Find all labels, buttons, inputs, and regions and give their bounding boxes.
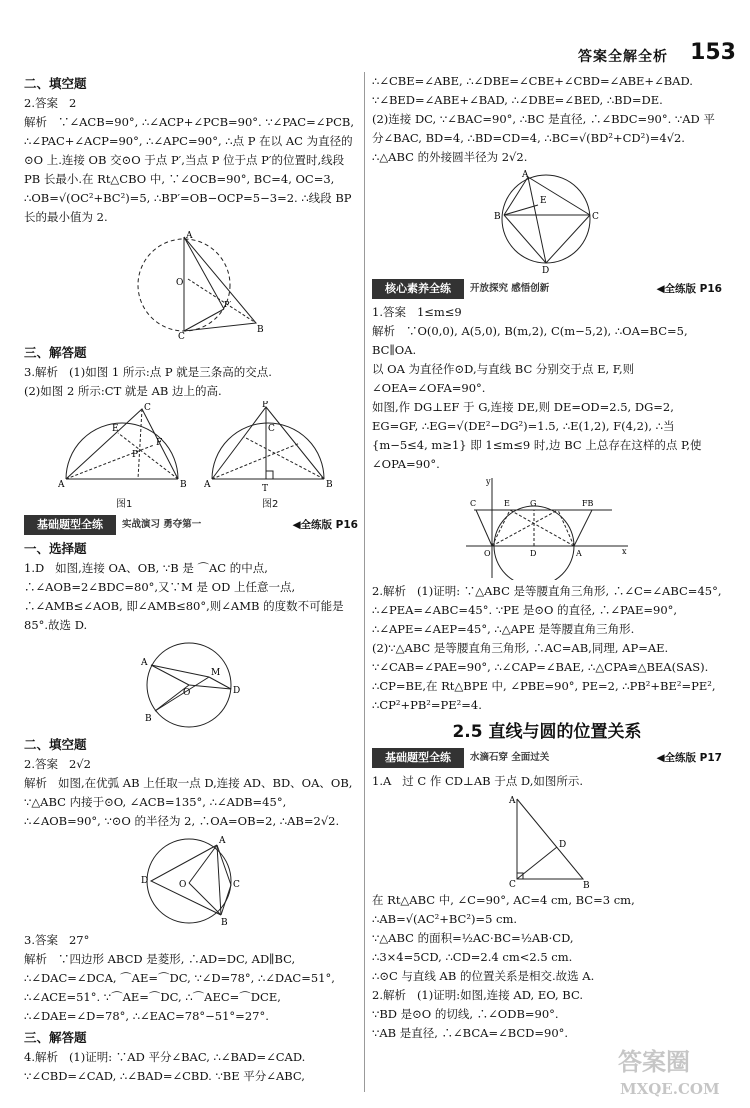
svg-text:D: D (542, 266, 550, 273)
watermark-logo (610, 1040, 740, 1100)
explanation-text: 解析 如图,在优弧 AB 上任取一点 D,连接 AD、BD、OA、OB, ∵△ABC 内接于⊙O, ∠ACB=135°, ∴∠ADB=45°, ∴∠AOB=90°, ∵⊙O 的半径为 2, ∴OA=OB=2, ∴AB=2√2. (24, 776, 357, 828)
svg-text:B: B (326, 480, 333, 490)
answer-line: 1.答案 1≤m≤9 (372, 305, 462, 319)
explanation-text: 解析 ∵四边形 ABCD 是菱形, ∴AD=DC, AD∥BC, ∴∠DAC=∠DCA, ⌒AE=⌒DC, ∵∠D=78°, ∴∠DAC=51°, ∴∠ACE=51°. ∵⌒AE=⌒DC, ∴⌒AEC=⌒DCE, ∴∠DAE=∠D=78°, ∴∠EAC=78°−51°=27°. (24, 952, 339, 1023)
svg-text:A: A (141, 658, 148, 668)
explanation-text: 如图,作 DG⊥EF 于 G,连接 DE,则 DE=OD=2.5, DG=2, EG=GF, ∴EG=√(DE²−DG²)=1.5, ∴E(1,2), F(4,2), ∴当 {m−5≤4, m≥1} 即 1≤m≤9 时,边 BC 上总存在这样的点 P,使∠OPA=90°. (372, 400, 702, 471)
figure-2-caption: 图2 (262, 499, 279, 510)
svg-text:C: C (592, 212, 599, 222)
answer-line: 2.答案 2√2 (24, 757, 91, 771)
svg-text:B: B (494, 212, 501, 222)
circle-figure-inscribed (131, 833, 251, 929)
header-title: 答案全解全析 (578, 49, 668, 65)
explanation-text: 3.解析 (1)如图 1 所示:点 P 就是三条高的交点. (24, 365, 272, 379)
svg-text:D: D (559, 840, 567, 850)
coordinate-figure (462, 476, 632, 580)
svg-text:C: C (470, 499, 477, 508)
explanation-text: (2)如图 2 所示:CT 就是 AB 边上的高. (24, 384, 222, 398)
svg-text:P: P (132, 450, 139, 460)
figure-pair (24, 401, 358, 509)
svg-text:A: A (576, 549, 582, 558)
svg-text:D: D (530, 549, 537, 558)
circle-figure-abcd (131, 637, 251, 733)
svg-text:B: B (583, 881, 590, 889)
banner-ref: ◀全练版 P17 (656, 752, 722, 764)
explanation-text: 在 Rt△ABC 中, ∠C=90°, AC=4 cm, BC=3 cm, ∴AB=√(AC²+BC²)=5 cm. (372, 893, 639, 926)
explanation-text: 4.解析 (1)证明: ∵AD 平分∠BAC, ∴∠BAD=∠CAD. ∵∠CBD=∠CAD, ∴∠BAD=∠CBD. ∵BE 平分∠ABC, (24, 1050, 309, 1083)
chapter-title: 2.5 直线与圆的位置关系 (452, 722, 642, 742)
watermark-text: 答案圈 (618, 1047, 690, 1076)
circle-figure-abc (116, 229, 266, 341)
explanation-text: (2)连接 DC, ∵∠BAC=90°, ∴BC 是直径, ∴∠BDC=90°. ∵AD 平分∠BAC, BD=4, ∴BD=CD=4, ∴BC=√(BD²+CD²)=4√2. ∴△ABC 的外接圆半径为 2√2. (372, 112, 715, 164)
section-banner (372, 279, 722, 299)
explanation-text: 2.解析 (1)证明:如图,连接 AD, EO, BC. (372, 988, 584, 1002)
right-column (372, 72, 726, 1043)
svg-text:FB: FB (582, 499, 594, 508)
right-triangle-figure (497, 793, 597, 889)
svg-text:x: x (622, 547, 627, 556)
semicircle-figure-1 (58, 401, 188, 497)
semicircle-figure-2 (204, 401, 334, 497)
svg-text:A: A (204, 480, 211, 490)
svg-text:P: P (262, 401, 269, 410)
svg-text:B: B (145, 714, 152, 724)
svg-text:B: B (180, 480, 187, 490)
svg-text:M: M (211, 668, 221, 678)
column-divider (364, 72, 365, 1092)
banner-label: 核心素养全练 (372, 279, 464, 299)
svg-text:A: A (58, 480, 65, 490)
explanation-text: (2)∵△ABC 是等腰直角三角形, ∴AC=AB,同理, AP=AE. ∵∠CAB=∠PAE=90°, ∴∠CAP=∠BAE, ∴△CPA≌△BEA(SAS). ∴CP=BE,在 Rt△BPE 中, ∠PBE=90°, PE=2, ∴PB²+BE²=PE², ∴CP²+PB²=PE²=4. (372, 641, 720, 712)
figure-1-caption: 图1 (116, 499, 133, 510)
banner-slogan: 水滴石穿 全面过关 (470, 752, 550, 763)
explanation-text: 1.D 如图,连接 OA、OB, ∵B 是 ⌒AC 的中点, ∴∠AOB=2∠BDC=80°,又∵M 是 OD 上任意一点, ∴∠AMB≤∠AOB, 即∠AMB≤80°,则∠AMB 的度数不可能是 85°.故选 D. (24, 561, 348, 632)
svg-text:O: O (183, 688, 191, 698)
svg-text:C: C (509, 880, 516, 889)
svg-text:P′: P′ (224, 300, 232, 309)
svg-text:O: O (176, 278, 184, 288)
svg-text:C: C (233, 880, 240, 890)
svg-text:A: A (186, 231, 193, 241)
banner-label: 基础题型全练 (24, 515, 116, 535)
svg-text:A: A (522, 170, 529, 180)
section-banner (372, 748, 722, 768)
answer-line: 1.A 过 C 作 CD⊥AB 于点 D,如图所示. (372, 774, 584, 788)
svg-text:C: C (268, 424, 275, 434)
circle-figure-bced (482, 169, 612, 273)
svg-text:O: O (179, 880, 187, 890)
explanation-text: ∵BD 是⊙O 的切线, ∴∠ODB=90°. (372, 1007, 559, 1021)
banner-ref: ◀全练版 P16 (656, 283, 722, 295)
section-banner (24, 515, 358, 535)
svg-text:T: T (262, 484, 269, 494)
explanation-text: 解析 ∵O(0,0), A(5,0), B(m,2), C(m−5,2), ∴OA=BC=5, BC∥OA. (372, 324, 692, 357)
svg-text:y: y (486, 477, 491, 486)
svg-text:D: D (141, 876, 149, 886)
svg-text:E: E (112, 424, 119, 434)
explanation-text: ∵AB 是直径, ∴∠BCA=∠BCD=90°. (372, 1026, 569, 1040)
section-heading: 一、选择题 (24, 541, 87, 556)
explanation-text: 以 OA 为直径作⊙D,与直线 BC 分别交于点 E, F,则∠OEA=∠OFA=90°. (372, 362, 635, 395)
explanation-text: 2.解析 (1)证明: ∵△ABC 是等腰直角三角形, ∴∠C=∠ABC=45°, ∴∠PEA=∠ABC=45°. ∵PE 是⊙O 的直径, ∴∠PAE=90°, ∴∠APE=∠AEP=45°, ∴△APE 是等腰直角三角形. (372, 584, 726, 636)
svg-text:E: E (540, 196, 547, 206)
svg-text:A: A (509, 796, 516, 806)
explanation-text: ∵△ABC 的面积=½AC·BC=½AB·CD, (372, 931, 574, 945)
page-number: 153 (690, 40, 736, 65)
section-heading: 三、解答题 (24, 345, 87, 360)
explanation-text: ∴3×4=5CD, ∴CD=2.4 cm<2.5 cm. (372, 950, 573, 964)
section-heading: 二、填空题 (24, 737, 87, 752)
svg-text:A: A (219, 836, 226, 846)
banner-ref: ◀全练版 P16 (292, 519, 358, 531)
svg-text:F: F (156, 438, 163, 448)
answer-line: 2.答案 2 (24, 96, 77, 110)
explanation-text: ∴∠CBE=∠ABE, ∴∠DBE=∠CBE+∠CBD=∠ABE+∠BAD. ∵∠BED=∠ABE+∠BAD, ∴∠DBE=∠BED, ∴BD=DE. (372, 74, 697, 107)
section-heading: 二、填空题 (24, 76, 87, 91)
explanation-text: 解析 ∵∠ACB=90°, ∴∠ACP+∠PCB=90°. ∵∠PAC=∠PCB, ∴∠PAC+∠ACP=90°, ∴∠APC=90°, ∴点 P 在以 AC 为直径的⊙O 上.连接 OB 交⊙O 于点 P′,当点 P 位于点 P′的位置时,线段 PB 长最小.在 Rt△CBO 中, ∵∠OCB=90°, BC=4, OC=3, ∴OB=√(OC²+BC²)=5, ∴BP′=OB−OCP=5−3=2. ∴线段 BP 长的最小值为 2. (24, 115, 358, 224)
watermark-url: MXQE.COM (620, 1080, 720, 1098)
banner-slogan: 实战演习 勇夺第一 (122, 519, 202, 530)
svg-text:D: D (233, 686, 241, 696)
svg-text:B: B (221, 918, 228, 928)
banner-slogan: 开放探究 感悟创新 (470, 283, 550, 294)
left-column (24, 72, 358, 1086)
svg-text:O: O (484, 549, 491, 558)
page-header (0, 0, 750, 65)
section-heading: 三、解答题 (24, 1030, 87, 1045)
banner-label: 基础题型全练 (372, 748, 464, 768)
explanation-text: ∴⊙C 与直线 AB 的位置关系是相交.故选 A. (372, 969, 595, 983)
svg-text:C: C (144, 403, 151, 413)
answer-line: 3.答案 27° (24, 933, 90, 947)
svg-text:B: B (257, 325, 264, 335)
svg-text:G: G (530, 499, 537, 508)
svg-text:C: C (178, 332, 185, 341)
svg-text:E: E (504, 499, 510, 508)
